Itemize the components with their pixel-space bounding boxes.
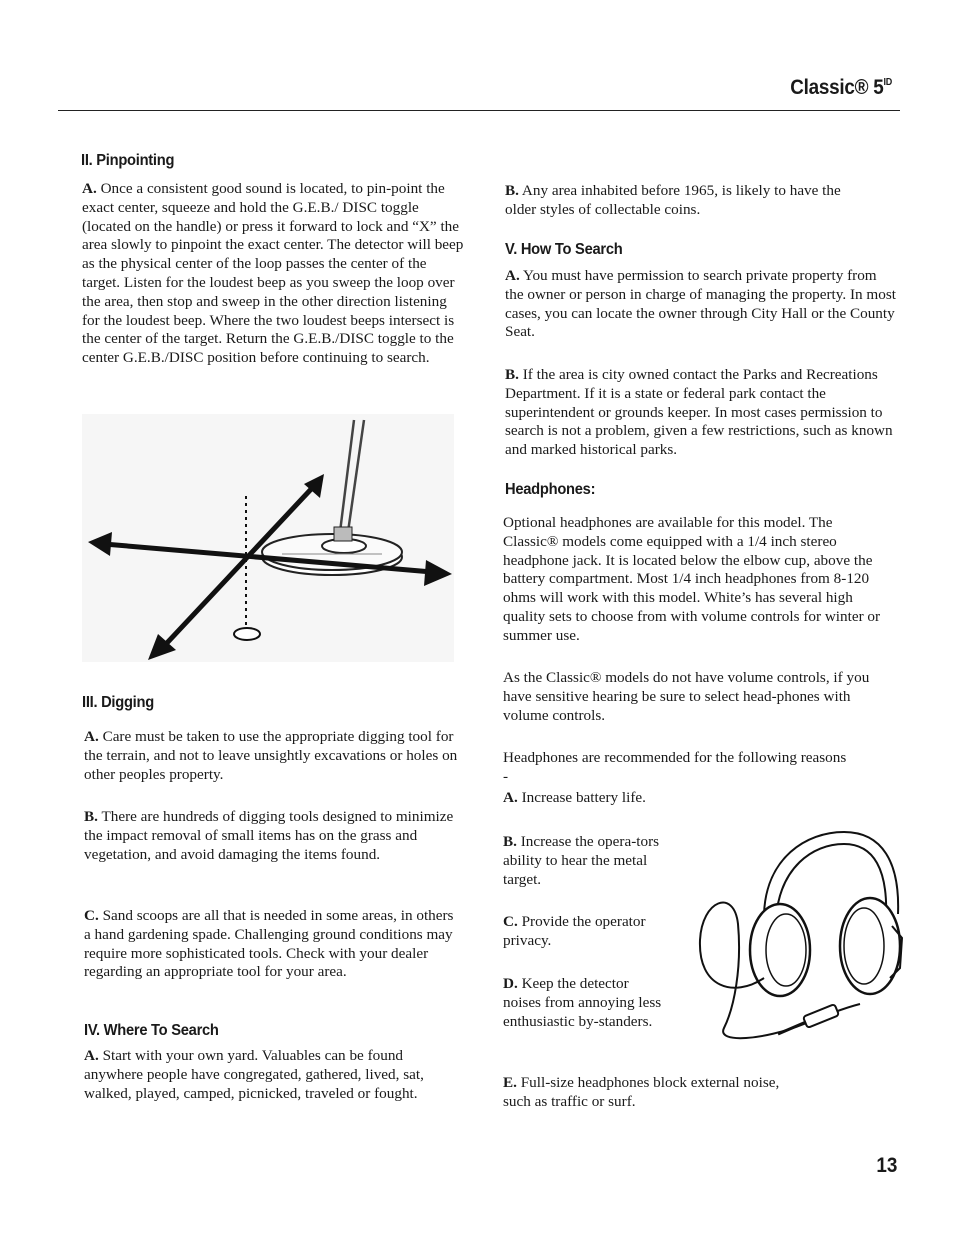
digging-a-text: Care must be taken to use the appropriate digging tool for the terrain, and not to leave unsightly excavations or holes on other peoples property. [84, 728, 458, 783]
pinpointing-paragraph-a [82, 180, 466, 368]
where-a-text: Start with your own yard. Valuables can be found anywhere people have congregated, gathered, lived, sat, walked, played, camped, picnicked, traveled or fought. [84, 1047, 424, 1102]
header-rule [58, 110, 900, 111]
where-paragraph-a [84, 1047, 462, 1103]
headphones-reason-b [503, 833, 675, 889]
pinpoint-x-diagram [82, 414, 454, 662]
header-title-superscript: ID [883, 77, 892, 88]
headphones-reason-c [503, 913, 675, 951]
how-paragraph-a [505, 267, 897, 342]
digging-b-label: B. [84, 808, 98, 825]
digging-paragraph-a [84, 728, 464, 784]
header-title-text: Classic® 5 [790, 76, 884, 99]
headphones-reason-a [503, 789, 803, 808]
reason-a-text: Increase battery life. [521, 789, 646, 806]
headphone-plug-tip [778, 1022, 806, 1034]
headphones-illustration [694, 828, 906, 1046]
digging-c-label: C. [84, 907, 99, 924]
reason-a-label: A. [503, 789, 518, 806]
headphone-plug-body [803, 1004, 839, 1028]
digging-heading: III. Digging [82, 694, 154, 711]
how-a-label: A. [505, 267, 520, 284]
pinpointing-a-label: A. [82, 180, 97, 197]
headphones-paragraph-2: As the Classic® models do not have volume controls, if you have sensitive hearing be sure to select head-phones with volume controls. [503, 669, 870, 724]
digging-c-text: Sand scoops are all that is needed in some areas, in others a hand gardening spade. Challenging ground conditions may require more sophisticated tools. Check with your dealer regarding an appropriate tool for your area. [84, 907, 454, 981]
page-number: 13 [875, 1154, 897, 1177]
reason-e-label: E. [503, 1074, 517, 1091]
reason-b-text: Increase the opera-tors ability to hear the metal target. [503, 833, 660, 888]
where-b-text: Any area inhabited before 1965, is likely to have the older styles of collectable coins. [505, 182, 841, 218]
headphones-reason-e [503, 1074, 803, 1112]
reason-c-text: Provide the operator privacy. [503, 913, 646, 949]
headphones-heading: Headphones: [505, 481, 596, 498]
where-to-search-heading: IV. Where To Search [84, 1022, 219, 1039]
how-to-search-heading: V. How To Search [505, 241, 623, 258]
digging-paragraph-b [84, 808, 454, 864]
pinpointing-a-text: Once a consistent good sound is located, to pin-point the exact center, squeeze and hold the G.E.B./ DISC toggle (located on the handle) or press it forward to lock and “X” the area slowly to pinpoint the exact center. The detector will beep as the physical center of the loop passes the center of the target. Listen for the loudest beep as you sweep the loop over the area, then stop and sweep in the other direction listening for the loudest beep. Where the two loudest beeps intersect is the center of the target. Return the G.E.B./DISC toggle to the center G.E.B./DISC position before continuing to search. [82, 180, 464, 367]
target-coin [234, 628, 260, 640]
right-ear-cup [840, 898, 900, 994]
digging-b-text: There are hundreds of digging tools designed to minimize the impact removal of small items has on the grass and vegetation, and avoid damaging the items found. [84, 808, 454, 863]
reason-c-label: C. [503, 913, 518, 930]
pinpointing-heading: II. Pinpointing [81, 152, 175, 169]
where-paragraph-b [505, 182, 875, 220]
coil-bracket [334, 527, 352, 541]
digging-a-label: A. [84, 728, 99, 745]
reason-b-label: B. [503, 833, 517, 850]
reason-e-text: Full-size headphones block external noise, such as traffic or surf. [503, 1074, 780, 1110]
headphones-reason-d [503, 975, 667, 1031]
digging-paragraph-c [84, 907, 462, 982]
headphones-paragraph-3: Headphones are recommended for the following reasons - [503, 749, 847, 785]
header-title [790, 76, 892, 100]
how-b-text: If the area is city owned contact the Parks and Recreations Department. If it is a state or federal park contact the superintendent or grounds keeper. In most cases permission to search is not a problem, given a few restrictions, such as known and marked historical parks. [505, 366, 893, 459]
where-a-label: A. [84, 1047, 99, 1064]
how-b-label: B. [505, 366, 519, 383]
how-a-text: You must have permission to search private property from the owner or person in charge of managing the property. In most cases, you can locate the owner through City Hall or the County Seat. [505, 267, 896, 341]
reason-d-label: D. [503, 975, 518, 992]
headphones-paragraph-1: Optional headphones are available for this model. The Classic® models come equipped with a 1/4 inch stereo headphone jack. It is located below the elbow cup, above the battery compartment. Most 1/4 inch headphones from 8-120 ohms will work with this model. White’s has several high quality sets to choose from with volume controls for winter or summer use. [503, 514, 881, 644]
where-b-label: B. [505, 182, 519, 199]
reason-d-text: Keep the detector noises from annoying less enthusiastic by-standers. [503, 975, 662, 1030]
how-paragraph-b [505, 366, 897, 460]
left-ear-cup [750, 904, 810, 996]
